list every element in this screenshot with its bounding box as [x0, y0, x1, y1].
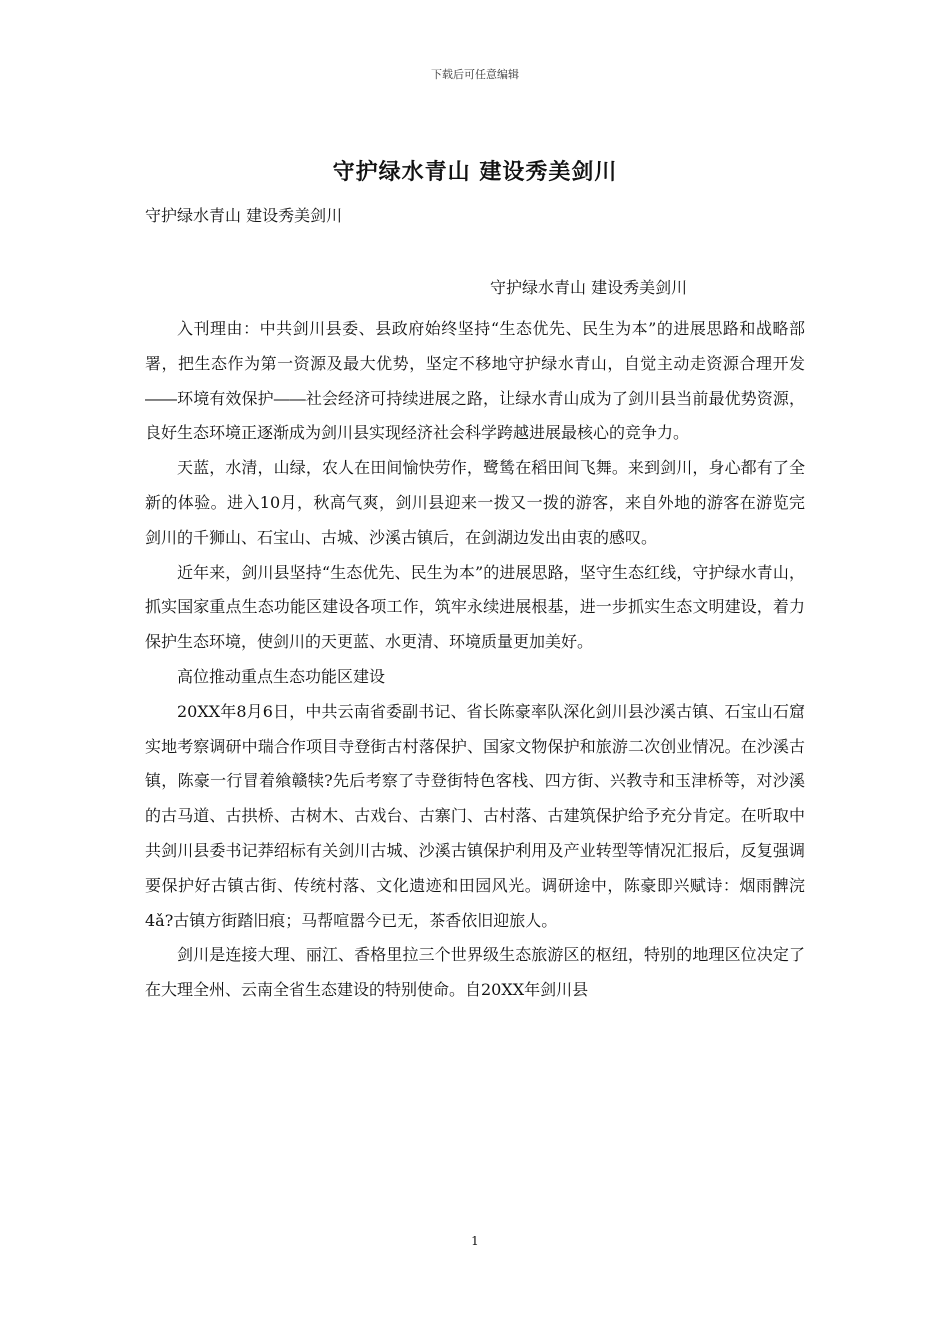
- subtitle-right: 守护绿水青山 建设秀美剑川: [490, 278, 688, 297]
- paragraph-intro: 入刊理由：中共剑川县委、县政府始终坚持“生态优先、民生为本”的进展思路和战略部署，把生态作为第一资源及最大优势，坚定不移地守护绿水青山，自觉主动走资源合理开发――环境有效保护――社会经济可持续进展之路，让绿水青山成为了剑川县当前最优势资源，良好生态环境正逐渐成为剑川县实现经济社会科学跨越进展最核心的竞争力。: [145, 319, 805, 443]
- paragraph-scenery: 天蓝，水清，山绿，农人在田间愉快劳作，鹭鸶在稻田间飞舞。来到剑川，身心都有了全新的体验。进入10月，秋高气爽，剑川县迎来一拨又一拨的游客，来自外地的游客在游览完剑川的千狮山、石宝山、古城、沙溪古镇后，在剑湖边发出由衷的感叹。: [145, 458, 805, 547]
- document-body: [145, 312, 805, 1008]
- document-title: 守护绿水青山 建设秀美剑川: [332, 159, 618, 185]
- section-heading: 高位推动重点生态功能区建设: [177, 666, 386, 686]
- header-note: 下载后可任意编辑: [431, 68, 519, 81]
- paragraph-location: 剑川是连接大理、丽江、香格里拉三个世界级生态旅游区的枢纽，特别的地理区位决定了在大理全州、云南全省生态建设的特别使命。自20XX年剑川县: [145, 945, 805, 1000]
- page-number: 1: [471, 1234, 479, 1248]
- subtitle-left: 守护绿水青山 建设秀美剑川: [145, 206, 343, 225]
- paragraph-inspection: 20XX年8月6日，中共云南省委副书记、省长陈豪率队深化剑川县沙溪古镇、石宝山石窟实地考察调研中瑞合作项目寺登街古村落保护、国家文物保护和旅游二次创业情况。在沙溪古镇，陈豪一行冒着飨赣犊?先后考察了寺登街特色客栈、四方街、兴教寺和玉津桥等，对沙溪的古马道、古拱桥、古树木、古戏台、古寨门、古村落、古建筑保护给予充分肯定。在听取中共剑川县委书记莽绍标有关剑川古城、沙溪古镇保护利用及产业转型等情况汇报后，反复强调要保护好古镇古街、传统村落、文化遗迹和田园风光。调研途中，陈豪即兴赋诗：烟雨髀浣4ǎ?古镇方街踏旧痕；马帮喧嚣今已无，茶香依旧迎旅人。: [145, 701, 805, 930]
- paragraph-recent-years: 近年来，剑川县坚持“生态优先、民生为本”的进展思路，坚守生态红线，守护绿水青山，抓实国家重点生态功能区建设各项工作，筑牢永续进展根基，进一步抓实生态文明建设，着力保护生态环境，使剑川的天更蓝、水更清、环境质量更加美好。: [145, 562, 805, 652]
